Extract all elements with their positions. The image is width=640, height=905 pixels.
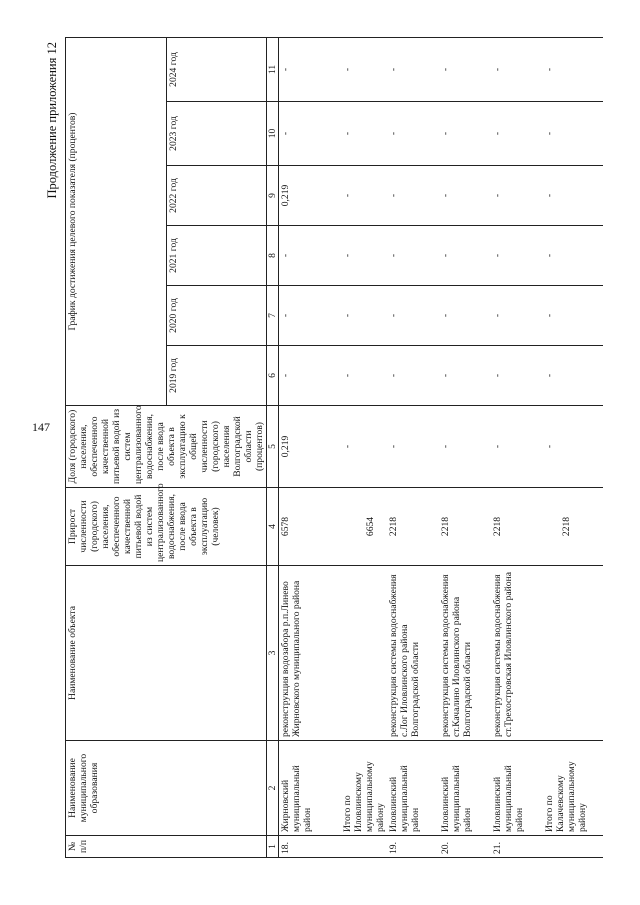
row-year-value: -	[491, 346, 543, 406]
row-municipality: Иловлинский муниципальный район	[387, 741, 439, 836]
header-year: 2019 год	[166, 346, 267, 406]
row-num: 18.	[279, 836, 341, 858]
row-object: реконструкция системы водоснабжения с.Лог Иловлинского района Волгоградской области	[387, 566, 439, 741]
row-year-value: -	[543, 346, 603, 406]
row-municipality: Иловлинский муниципальный район	[439, 741, 491, 836]
row-num: 19.	[387, 836, 439, 858]
row-year-value: -	[439, 346, 491, 406]
table-row	[341, 37, 387, 857]
header-object: Наименование объекта	[66, 566, 267, 741]
header-year: 2021 год	[166, 226, 267, 286]
header-year: 2023 год	[166, 102, 267, 166]
column-number: 5	[267, 406, 279, 488]
row-year-value: -	[543, 102, 603, 166]
row-share: 0,219	[279, 406, 341, 488]
table-row	[387, 37, 439, 857]
row-year-value: -	[341, 102, 387, 166]
row-object	[543, 566, 603, 741]
data-table	[65, 37, 603, 858]
column-number: 7	[267, 286, 279, 346]
row-object: реконструкция водозабора р.п.Линево Жирновского муниципального района	[279, 566, 341, 741]
row-year-value: -	[387, 166, 439, 226]
row-year-value: -	[543, 37, 603, 101]
row-share: -	[491, 406, 543, 488]
row-num	[341, 836, 387, 858]
row-share: -	[341, 406, 387, 488]
column-number: 3	[267, 566, 279, 741]
row-year-value: -	[491, 286, 543, 346]
column-number: 11	[267, 37, 279, 101]
row-year-value: -	[387, 286, 439, 346]
row-year-value: 0,219	[279, 166, 341, 226]
row-year-value: -	[279, 286, 341, 346]
table-row	[279, 37, 341, 857]
row-growth: 6654	[341, 488, 387, 566]
column-number: 8	[267, 226, 279, 286]
column-number: 9	[267, 166, 279, 226]
row-share: -	[387, 406, 439, 488]
row-year-value: -	[439, 226, 491, 286]
row-year-value: -	[439, 37, 491, 101]
row-municipality: Жирновский муниципальный район	[279, 741, 341, 836]
page-number: 147	[32, 420, 50, 434]
header-year: 2024 год	[166, 37, 267, 101]
column-number: 6	[267, 346, 279, 406]
row-year-value: -	[387, 226, 439, 286]
table-body	[279, 37, 603, 857]
row-year-value: -	[341, 226, 387, 286]
column-number: 1	[267, 836, 279, 858]
row-municipality: Иловлинский муниципальный район	[491, 741, 543, 836]
row-year-value: -	[543, 286, 603, 346]
row-object	[341, 566, 387, 741]
row-year-value: -	[491, 37, 543, 101]
row-year-value: -	[491, 102, 543, 166]
row-year-value: -	[543, 226, 603, 286]
header-share: Доля (городского) населения, обеспеченного качественной питьевой водой из систем централизованного водоснабжения, после ввода объекта в эксплуатацию к общей численности (городского) населения Волгоградской области (процентов)	[66, 406, 267, 488]
row-year-value: -	[439, 166, 491, 226]
row-year-value: -	[491, 226, 543, 286]
header-num: № п/п	[66, 836, 267, 858]
row-growth: 2218	[543, 488, 603, 566]
header-row	[66, 37, 167, 857]
row-share: -	[543, 406, 603, 488]
row-object: реконструкция системы водоснабжения ст.Трехостровская Иловлинского района	[491, 566, 543, 741]
row-year-value: -	[341, 166, 387, 226]
row-num: 20.	[439, 836, 491, 858]
header-schedule: График достижения целевого показателя (процентов)	[66, 37, 167, 405]
row-growth: 2218	[387, 488, 439, 566]
continuation-title: Продолжение приложения 12	[45, 42, 59, 199]
row-year-value: -	[341, 37, 387, 101]
table-row	[491, 37, 543, 857]
header-municipality: Наименование муниципального образования	[66, 741, 267, 836]
column-number: 2	[267, 741, 279, 836]
row-year-value: -	[439, 286, 491, 346]
column-number-row	[267, 37, 279, 857]
row-municipality: Итого по Калачевскому муниципальному району	[543, 741, 603, 836]
row-year-value: -	[387, 346, 439, 406]
row-year-value: -	[439, 102, 491, 166]
row-year-value: -	[387, 37, 439, 101]
row-num	[543, 836, 603, 858]
header-year: 2022 год	[166, 166, 267, 226]
landscape-page	[45, 38, 630, 858]
row-year-value: -	[279, 37, 341, 101]
row-object: реконструкция системы водоснабжения ст.Качалино Иловлинского района Волгоградской области	[439, 566, 491, 741]
header-population-growth: Прирост численности (городского) населения, обеспеченного качественной питьевой водой из систем централизованного водоснабжения, после ввода объекта в эксплуатацию (человек)	[66, 488, 267, 566]
row-growth: 2218	[439, 488, 491, 566]
row-year-value: -	[341, 286, 387, 346]
table-row	[543, 37, 603, 857]
row-num: 21.	[491, 836, 543, 858]
column-number: 4	[267, 488, 279, 566]
row-growth: 6578	[279, 488, 341, 566]
row-year-value: -	[543, 166, 603, 226]
row-share: -	[439, 406, 491, 488]
row-year-value: -	[491, 166, 543, 226]
table-row	[439, 37, 491, 857]
row-year-value: -	[279, 226, 341, 286]
row-year-value: -	[341, 346, 387, 406]
column-number: 10	[267, 102, 279, 166]
row-year-value: -	[279, 102, 341, 166]
header-year: 2020 год	[166, 286, 267, 346]
row-municipality: Итого по Иловлинскому муниципальному району	[341, 741, 387, 836]
row-year-value: -	[387, 102, 439, 166]
row-year-value: -	[279, 346, 341, 406]
row-growth: 2218	[491, 488, 543, 566]
